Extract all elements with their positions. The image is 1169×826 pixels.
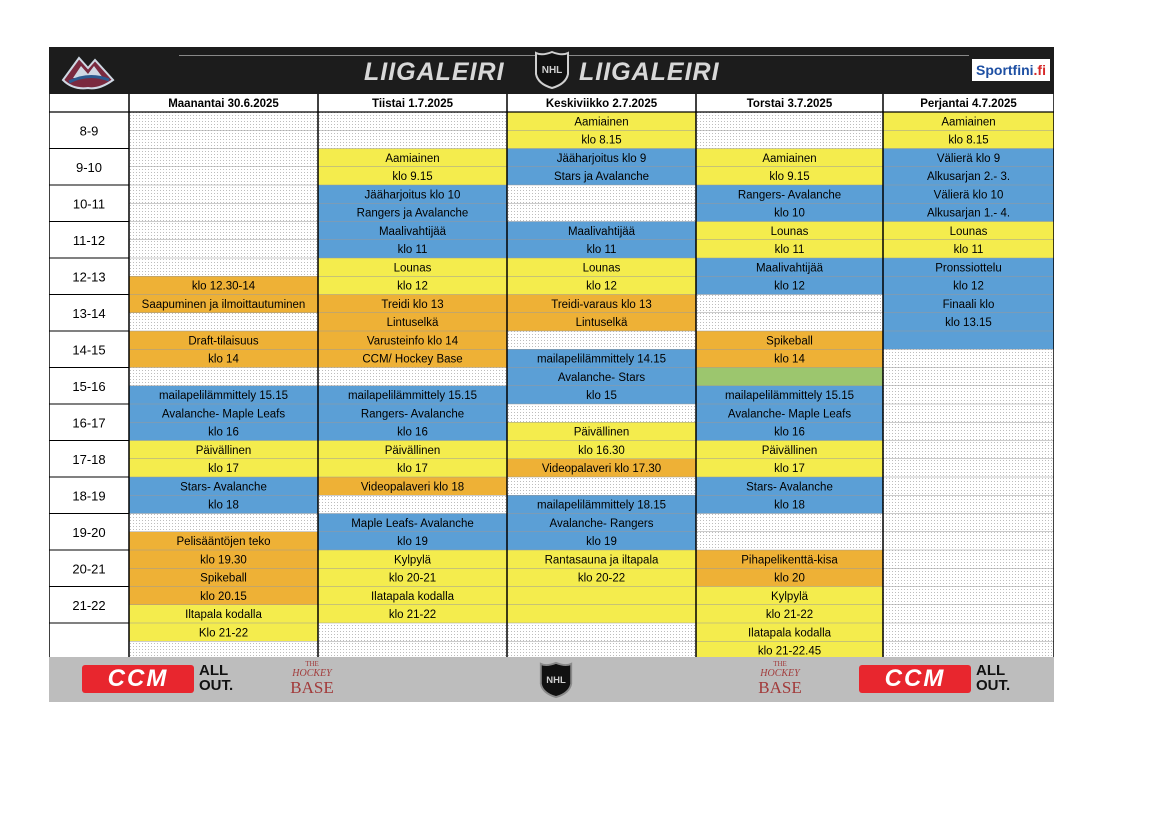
schedule-cell-text: Välierä klo 9 — [936, 152, 1001, 165]
hour-label: 18-19 — [72, 488, 106, 504]
schedule-cell-bg — [883, 514, 1054, 532]
ccm-logo-right — [859, 665, 971, 693]
schedule-sheet — [49, 47, 1054, 702]
schedule-cell-text: Ilatapala kodalla — [747, 627, 832, 640]
ccm-logo-left-text: CCM — [107, 665, 169, 692]
schedule-cell-bg — [129, 112, 318, 130]
hockey-base-right-top: THE — [773, 660, 787, 668]
schedule-cell-bg — [129, 130, 318, 148]
hour-label: 10-11 — [72, 196, 106, 212]
schedule-cell-text: Alkusarjan 2.- 3. — [926, 171, 1011, 184]
schedule-cell-text: Lounas — [949, 225, 988, 238]
hour-label: 13-14 — [72, 305, 106, 321]
schedule-cell-text: klo 12 — [774, 280, 805, 293]
schedule-cell-text: Lounas — [770, 225, 809, 238]
schedule-cell-bg — [883, 404, 1054, 422]
schedule-cell-text: Kylpylä — [770, 590, 809, 603]
hockey-base-logo-right — [755, 660, 805, 697]
schedule-cell-text: klo 8.15 — [581, 134, 622, 147]
schedule-cell-text: klo 21-22 — [388, 609, 437, 622]
schedule-cell-bg — [507, 185, 696, 203]
schedule-cell-bg — [318, 130, 507, 148]
schedule-cell-text: Päivällinen — [573, 426, 630, 439]
schedule-cell-bg — [507, 605, 696, 623]
schedule-cell-bg — [696, 295, 883, 313]
schedule-cell-text: Jääharjoitus klo 10 — [364, 189, 461, 202]
schedule-cell-text: klo 11 — [774, 244, 805, 257]
schedule-cell-text: Maalivahtijää — [567, 225, 636, 238]
svg-text:NHL: NHL — [541, 65, 563, 76]
day-header: Perjantai 4.7.2025 — [920, 98, 1017, 110]
schedule-cell-bg — [129, 185, 318, 203]
schedule-cell-bg — [696, 130, 883, 148]
schedule-cell-text: Videopalaveri klo 18 — [360, 481, 465, 494]
schedule-cell-bg — [507, 477, 696, 495]
schedule-cell-text: mailapelilämmittely 15.15 — [724, 390, 855, 403]
schedule-cell-text: Stars ja Avalanche — [553, 171, 650, 184]
schedule-cell-text: klo 19.30 — [200, 554, 247, 567]
schedule-cell-text: klo 21-22 — [765, 609, 814, 622]
schedule-cell-text: Avalanche- Maple Leafs — [727, 408, 852, 421]
schedule-cell-text: Maple Leafs- Avalanche — [351, 517, 474, 530]
hockey-base-left-mid: HOCKEY — [292, 668, 332, 679]
schedule-cell-text: Aamiainen — [574, 116, 629, 129]
schedule-cell-text: mailapelilämmittely 14.15 — [536, 353, 667, 366]
schedule-cell-text: Päivällinen — [761, 444, 818, 457]
schedule-cell-text: klo 11 — [397, 244, 428, 257]
schedule-cell-text: klo 18 — [774, 499, 805, 512]
schedule-cell-text: Draft-tilaisuus — [188, 335, 259, 348]
hockey-base-right-bottom: BASE — [758, 678, 802, 697]
schedule-cell-text: mailapelilämmittely 15.15 — [347, 390, 478, 403]
schedule-cell-bg — [129, 514, 318, 532]
schedule-cell-text: Avalanche- Stars — [557, 371, 646, 384]
schedule-cell-text: klo 20-22 — [577, 572, 626, 585]
schedule-cell-text: klo 15 — [586, 390, 617, 403]
banner-title-left: LIIGALEIRI — [364, 58, 505, 86]
schedule-cell-text: Päivällinen — [195, 444, 252, 457]
schedule-cell-bg — [883, 459, 1054, 477]
all-out-left — [199, 663, 239, 694]
schedule-cell-text: Varusteinfo klo 14 — [366, 335, 459, 348]
schedule-cell-text: Alkusarjan 1.- 4. — [926, 207, 1011, 220]
schedule-cell-text: Saapuminen ja ilmoittautuminen — [141, 298, 306, 311]
hour-label: 8-9 — [79, 123, 99, 139]
schedule-cell-text: klo 17 — [774, 463, 805, 476]
hockey-base-left-bottom: BASE — [290, 678, 334, 697]
schedule-cell-text: klo 14 — [208, 353, 239, 366]
schedule-cell-bg — [507, 404, 696, 422]
schedule-cell-bg — [129, 368, 318, 386]
schedule-cell-text: klo 20.15 — [200, 590, 247, 603]
schedule-cell-bg — [696, 313, 883, 331]
schedule-cell-text: klo 21-22.45 — [757, 645, 822, 657]
schedule-cell-bg — [883, 641, 1054, 657]
hour-label: 17-18 — [72, 451, 106, 467]
schedule-cell-bg — [883, 623, 1054, 641]
schedule-cell-text: klo 12 — [586, 280, 617, 293]
schedule-cell-text: klo 11 — [953, 244, 984, 257]
schedule-cell-bg — [129, 167, 318, 185]
schedule-cell-bg — [129, 641, 318, 657]
schedule-cell-bg — [318, 641, 507, 657]
hour-label: 15-16 — [72, 378, 106, 394]
schedule-cell-text: Aamiainen — [941, 116, 996, 129]
schedule-cell-bg — [507, 203, 696, 221]
schedule-cell-text: mailapelilämmittely 18.15 — [536, 499, 667, 512]
all-out-left-bottom: OUT. — [199, 677, 234, 694]
schedule-cell-text: Pronssiottelu — [935, 262, 1002, 275]
schedule-cell-bg — [883, 441, 1054, 459]
schedule-cell-text: Rantasauna ja iltapala — [544, 554, 659, 567]
schedule-cell-bg — [883, 331, 1054, 349]
schedule-cell-bg — [318, 368, 507, 386]
schedule-cell-bg — [129, 258, 318, 276]
schedule-cell-text: klo 9.15 — [392, 171, 433, 184]
schedule-cell-text: klo 19 — [397, 536, 428, 549]
schedule-cell-text: Klo 21-22 — [198, 627, 249, 640]
hockey-base-left-top: THE — [305, 660, 319, 668]
schedule-cell-bg — [507, 587, 696, 605]
schedule-cell-text: Treidi klo 13 — [381, 298, 444, 311]
avalanche-logo-icon — [59, 50, 117, 90]
schedule-cell-text: Avalanche- Maple Leafs — [161, 408, 286, 421]
day-header: Tiistai 1.7.2025 — [372, 98, 453, 110]
banner-title-right: LIIGALEIRI — [579, 58, 720, 86]
schedule-cell-text: Maalivahtijää — [378, 225, 447, 238]
nhl-shield-icon — [532, 50, 572, 90]
schedule-cell-text: klo 20 — [774, 572, 805, 585]
schedule-cell-bg — [507, 331, 696, 349]
schedule-cell-text: Pihapelikenttä-kisa — [741, 554, 838, 567]
hockey-base-right-mid: HOCKEY — [760, 668, 800, 679]
schedule-cell-bg — [883, 532, 1054, 550]
schedule-cell-bg — [507, 623, 696, 641]
schedule-cell-bg — [883, 386, 1054, 404]
schedule-cell-bg — [883, 568, 1054, 586]
schedule-cell-text: Treidi-varaus klo 13 — [551, 298, 652, 311]
schedule-cell-text: Jääharjoitus klo 9 — [556, 152, 647, 165]
schedule-cell-text: Iltapala kodalla — [185, 609, 262, 622]
schedule-cell-bg — [507, 641, 696, 657]
schedule-cell-text: klo 17 — [397, 463, 428, 476]
schedule-cell-text: Rangers ja Avalanche — [356, 207, 469, 220]
schedule-cell-text: Aamiainen — [762, 152, 817, 165]
schedule-cell-text: Spikeball — [766, 335, 813, 348]
schedule-cell-bg — [318, 495, 507, 513]
all-out-left-top: ALL — [199, 662, 229, 679]
schedule-cell-text: Päivällinen — [384, 444, 441, 457]
header-banner — [49, 47, 1054, 94]
schedule-cell-bg — [318, 623, 507, 641]
schedule-cell-bg — [883, 477, 1054, 495]
sportfini-logo-tld: .fi — [1033, 62, 1046, 78]
sponsor-footer — [49, 657, 1054, 702]
schedule-cell-bg — [696, 368, 883, 386]
schedule-cell-text: klo 20-21 — [388, 572, 437, 585]
schedule-cell-text: Ilatapala kodalla — [370, 590, 455, 603]
schedule-cell-text: Lintuselkä — [386, 317, 439, 330]
schedule-cell-bg — [883, 495, 1054, 513]
schedule-cell-text: klo 16 — [208, 426, 239, 439]
schedule-cell-text: Lounas — [393, 262, 432, 275]
schedule-cell-text: klo 12 — [953, 280, 984, 293]
schedule-cell-bg — [129, 222, 318, 240]
sportfini-logo-main: Sportfini — [976, 62, 1034, 78]
schedule-cell-bg — [696, 532, 883, 550]
hour-label: 14-15 — [72, 342, 106, 358]
schedule-cell-bg — [883, 550, 1054, 568]
sportfini-logo — [972, 59, 1050, 81]
schedule-cell-bg — [883, 368, 1054, 386]
schedule-cell-bg — [318, 112, 507, 130]
schedule-cell-text: Videopalaveri klo 17.30 — [541, 463, 662, 476]
ccm-logo-right-text: CCM — [884, 665, 946, 692]
banner-title-group — [364, 50, 739, 90]
schedule-cell-bg — [129, 313, 318, 331]
schedule-cell-text: Spikeball — [200, 572, 247, 585]
schedule-cell-text: Välierä klo 10 — [933, 189, 1004, 202]
hour-label: 21-22 — [72, 597, 106, 613]
schedule-cell-text: Finaali klo — [942, 298, 995, 311]
all-out-right — [976, 663, 1016, 694]
schedule-cell-text: Maalivahtijää — [755, 262, 824, 275]
svg-text:NHL: NHL — [546, 674, 566, 686]
all-out-right-top: ALL — [976, 662, 1006, 679]
schedule-cell-text: klo 18 — [208, 499, 239, 512]
nhl-shield-footer-icon — [537, 660, 575, 700]
schedule-cell-text: Lounas — [582, 262, 621, 275]
hockey-base-logo-left — [287, 660, 337, 697]
schedule-grid — [49, 94, 1054, 657]
schedule-cell-bg — [129, 203, 318, 221]
schedule-cell-bg — [129, 149, 318, 167]
schedule-cell-bg — [696, 514, 883, 532]
schedule-cell-text: klo 11 — [586, 244, 617, 257]
schedule-cell-text: klo 12.30-14 — [191, 280, 256, 293]
all-out-right-bottom: OUT. — [976, 677, 1011, 694]
schedule-cell-text: klo 9.15 — [769, 171, 810, 184]
day-header: Maanantai 30.6.2025 — [168, 98, 279, 110]
schedule-cell-text: Kylpylä — [393, 554, 432, 567]
schedule-cell-bg — [883, 587, 1054, 605]
schedule-cell-text: Rangers- Avalanche — [360, 408, 465, 421]
ccm-logo-left — [82, 665, 194, 693]
schedule-cell-bg — [883, 422, 1054, 440]
schedule-cell-text: klo 17 — [208, 463, 239, 476]
hour-label: 11-12 — [72, 232, 106, 248]
schedule-cell-text: klo 12 — [397, 280, 428, 293]
schedule-cell-text: Aamiainen — [385, 152, 440, 165]
schedule-cell-text: klo 13.15 — [945, 317, 992, 330]
schedule-cell-text: klo 16 — [397, 426, 428, 439]
schedule-cell-text: klo 14 — [774, 353, 805, 366]
schedule-cell-text: mailapelilämmittely 15.15 — [158, 390, 289, 403]
hour-label: 20-21 — [72, 561, 106, 577]
schedule-cell-text: Rangers- Avalanche — [737, 189, 842, 202]
schedule-cell-text: klo 10 — [774, 207, 805, 220]
schedule-cell-text: Pelisääntöjen teko — [176, 536, 271, 549]
schedule-cell-text: Avalanche- Rangers — [549, 517, 654, 530]
schedule-cell-bg — [696, 112, 883, 130]
schedule-cell-text: klo 19 — [586, 536, 617, 549]
schedule-cell-bg — [883, 349, 1054, 367]
hour-label: 16-17 — [72, 415, 106, 431]
hour-label: 9-10 — [75, 159, 103, 175]
schedule-cell-text: klo 16.30 — [578, 444, 625, 457]
schedule-cell-text: Stars- Avalanche — [180, 481, 267, 494]
schedule-cell-text: Lintuselkä — [575, 317, 628, 330]
hour-label: 19-20 — [72, 524, 106, 540]
day-header: Torstai 3.7.2025 — [746, 98, 833, 110]
schedule-cell-bg — [883, 605, 1054, 623]
schedule-cell-text: Stars- Avalanche — [746, 481, 833, 494]
hour-label: 12-13 — [72, 269, 106, 285]
schedule-cell-text: CCM/ Hockey Base — [362, 353, 463, 366]
schedule-cell-text: klo 16 — [774, 426, 805, 439]
schedule-cell-text: klo 8.15 — [948, 134, 989, 147]
schedule-cell-bg — [129, 240, 318, 258]
day-header: Keskiviikko 2.7.2025 — [545, 98, 658, 110]
